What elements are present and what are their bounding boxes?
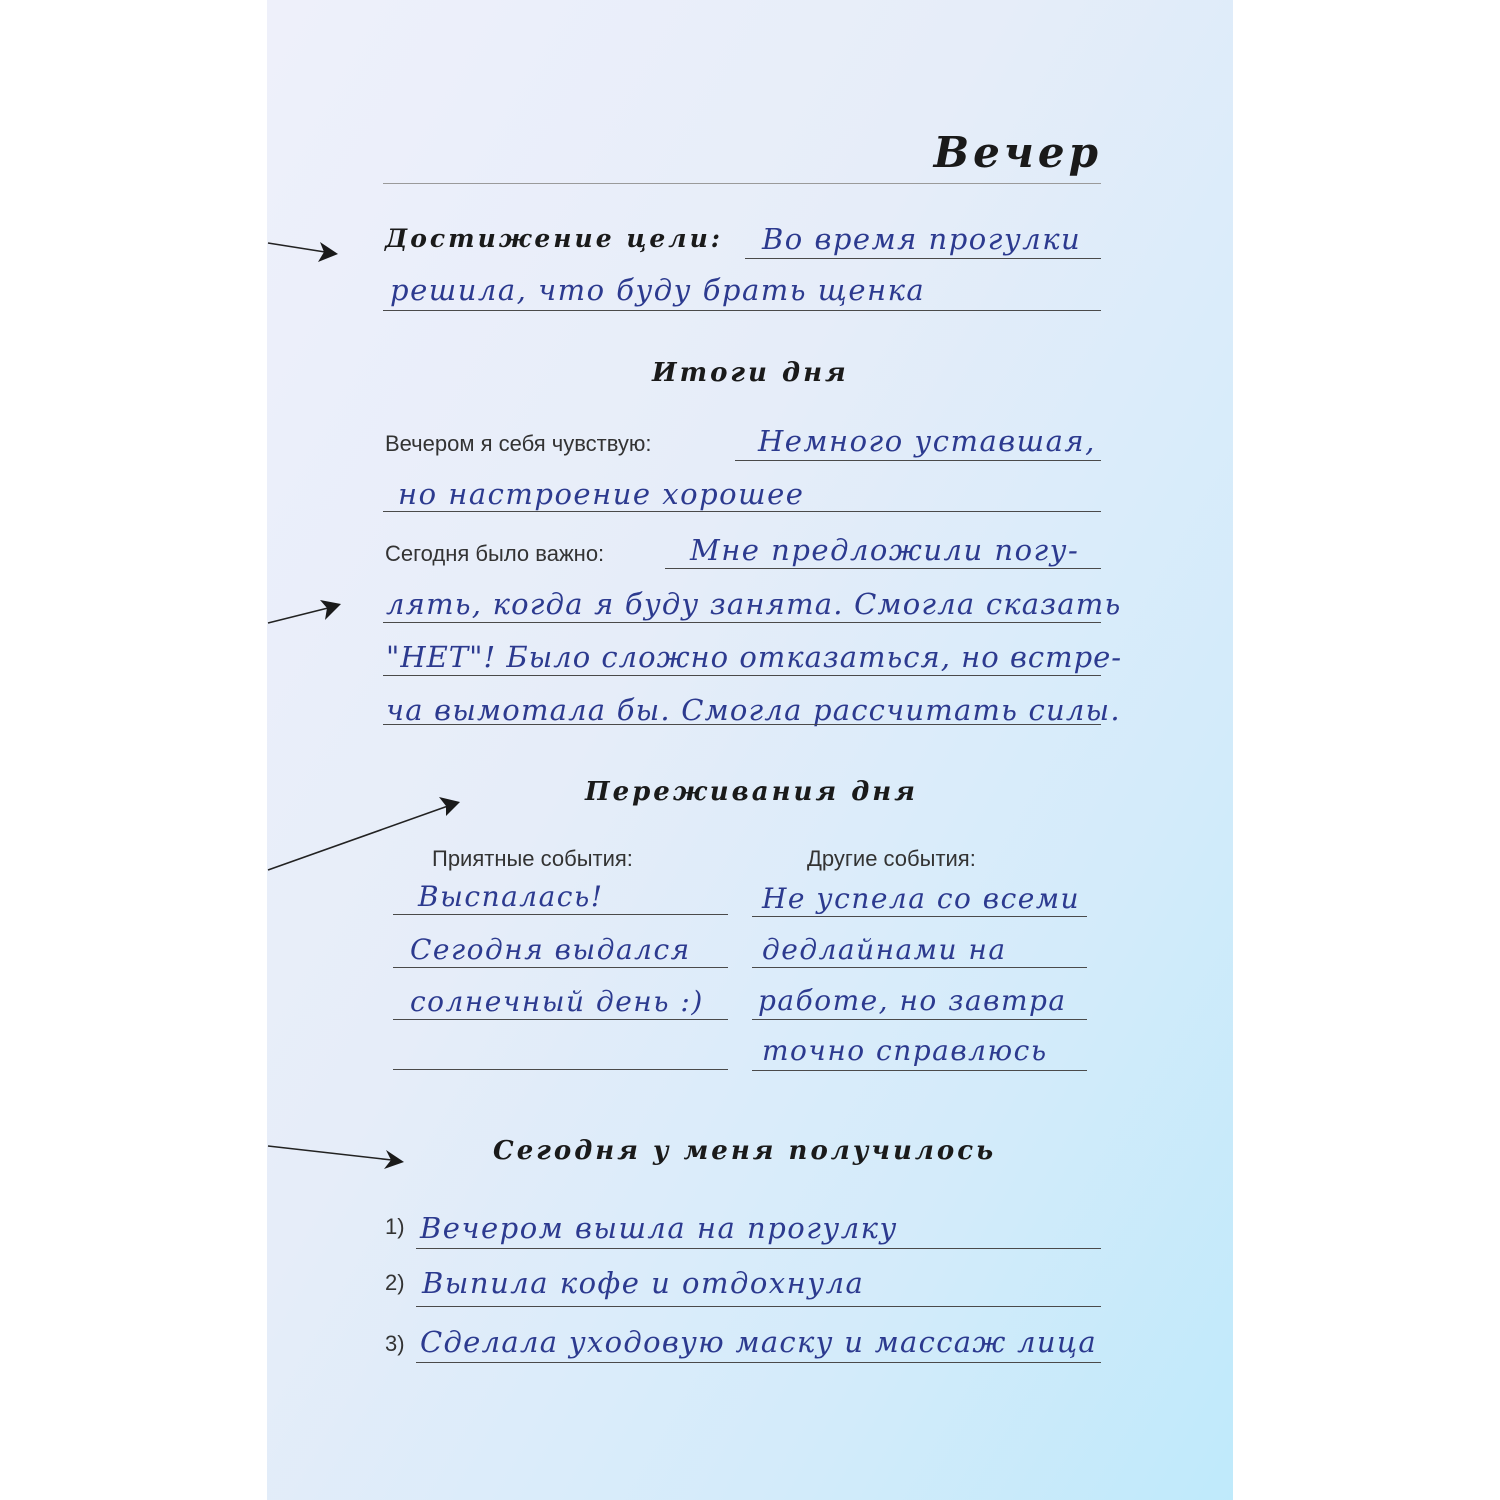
goal-text-line-2: решила, что буду брать щенка: [390, 273, 926, 307]
success-item-2-number: 2): [385, 1270, 405, 1295]
other-event-4: точно справлюсь: [762, 1034, 1048, 1067]
pleasant-event-2: Сегодня выдался: [410, 933, 691, 966]
other-events-label: Другие события:: [807, 846, 976, 871]
arrow-goal-line: [268, 243, 325, 252]
success-item-3-text: Сделала уходовую маску и массаж лица: [420, 1325, 1097, 1359]
important-text-line-2: лять, когда я буду занята. Смогла сказать: [386, 587, 1122, 621]
important-label: Сегодня было важно:: [385, 541, 605, 566]
important-text-line-4: ча вымотала бы. Смогла рассчитать силы.: [386, 693, 1121, 727]
success-item-2-text: Выпила кофе и отдохнула: [422, 1266, 865, 1300]
success-item-1-number: 1): [385, 1214, 405, 1239]
page-title: Вечер: [933, 128, 1102, 177]
arrow-important-line: [268, 608, 328, 623]
success-item-1-text: Вечером вышла на прогулку: [420, 1211, 898, 1245]
goal-text-line-1: Во время прогулки: [762, 222, 1082, 256]
arrow-experiences-line: [268, 806, 448, 870]
summary-heading: Итоги дня: [652, 358, 849, 388]
other-event-1: Не успела со всеми: [762, 882, 1081, 915]
experiences-heading: Переживания дня: [585, 777, 918, 807]
other-event-3: работе, но завтра: [758, 984, 1067, 1017]
feeling-text-line-1: Немного уставшая,: [758, 424, 1096, 458]
arrow-experiences-head: [439, 797, 460, 816]
pleasant-event-3: солнечный день :): [410, 985, 704, 1018]
other-event-2: дедлайнами на: [762, 933, 1007, 966]
goal-label: Достижение цели:: [385, 224, 724, 253]
feeling-label: Вечером я себя чувствую:: [385, 431, 652, 456]
success-item-3-number: 3): [385, 1331, 405, 1356]
success-heading: Сегодня у меня получилось: [493, 1136, 997, 1166]
arrow-success-line: [268, 1146, 392, 1160]
pleasant-events-label: Приятные события:: [432, 846, 633, 871]
feeling-text-line-2: но настроение хорошее: [398, 477, 805, 511]
important-text-line-1: Мне предложили погу-: [690, 533, 1080, 567]
pleasant-event-1: Выспалась!: [418, 880, 604, 913]
important-text-line-3: "НЕТ"! Было сложно отказаться, но встре-: [386, 640, 1123, 674]
